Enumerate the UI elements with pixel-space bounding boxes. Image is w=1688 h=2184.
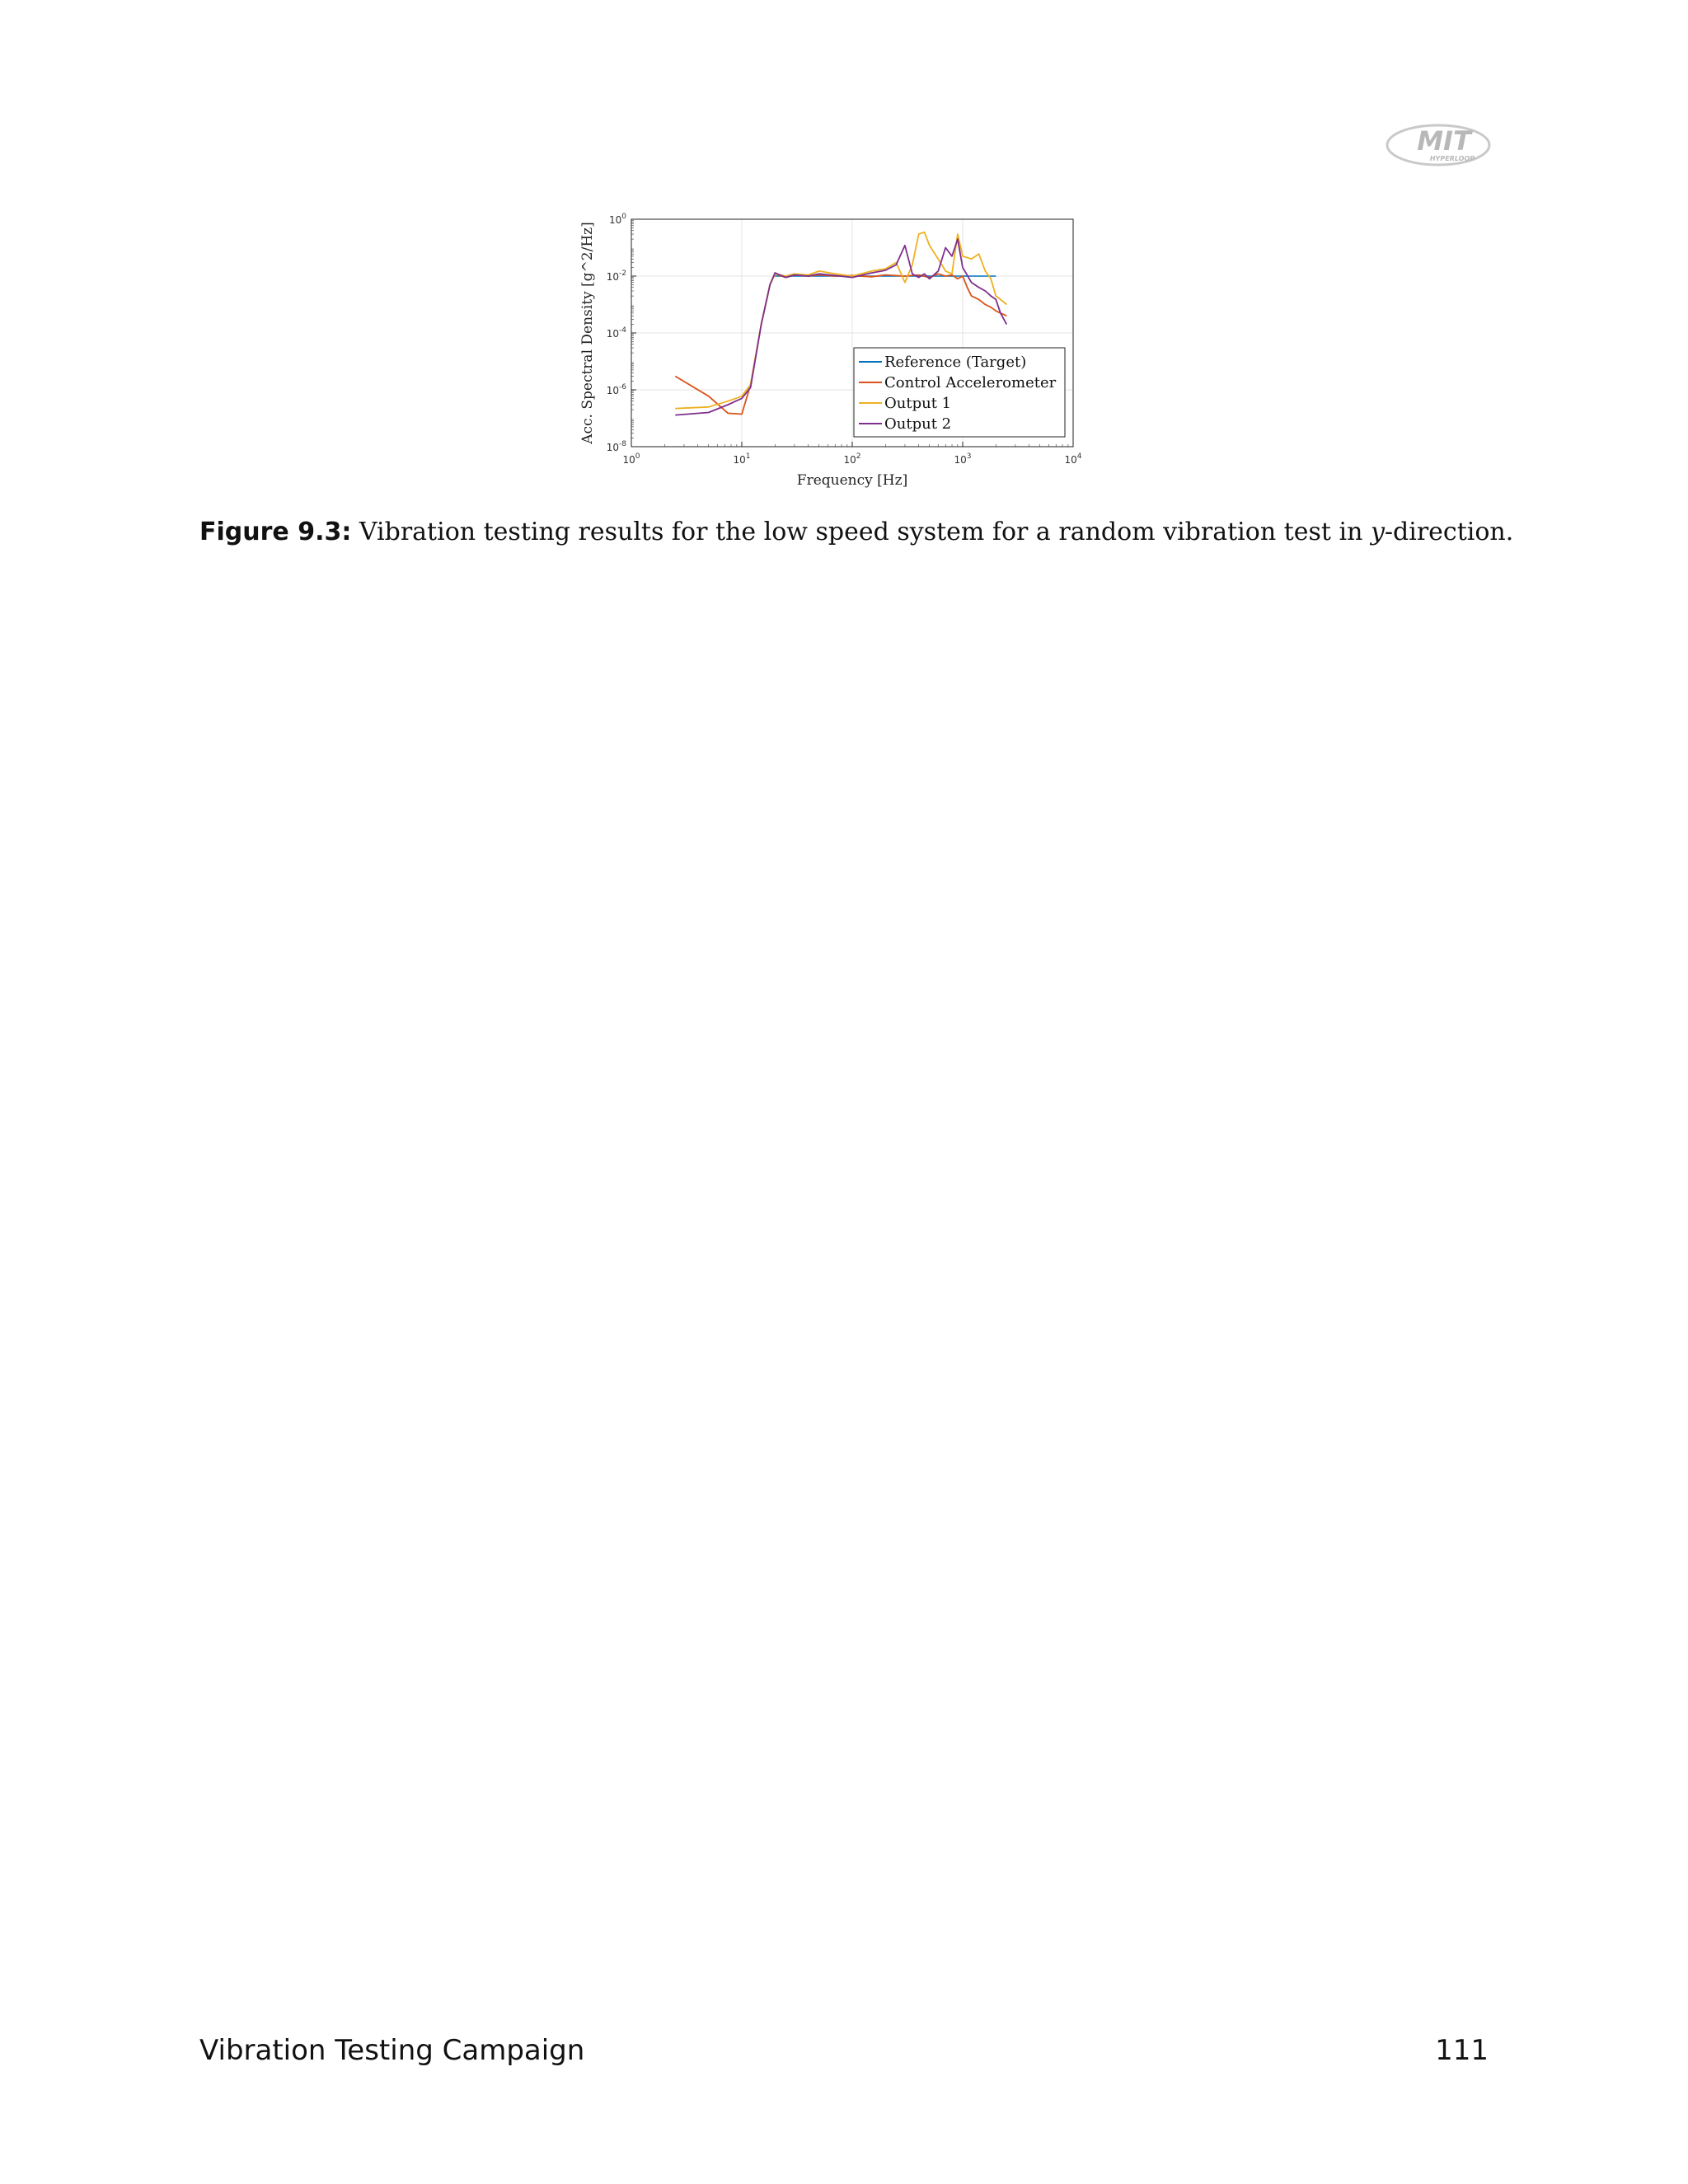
y-tick-layer [607, 213, 636, 453]
y-tick-label: $10^{-2}$ [606, 269, 626, 283]
legend-label: Output 2 [884, 415, 952, 433]
chart-legend [854, 348, 1065, 437]
footer-section-title: Vibration Testing Campaign [199, 2034, 585, 2067]
legend-label: Reference (Target) [884, 354, 1027, 371]
footer-page-number: 111 [1435, 2034, 1489, 2067]
y-tick-label: $10^{-4}$ [606, 326, 626, 340]
logo-text: MIT [1417, 125, 1471, 157]
y-tick-label: $10^0$ [608, 213, 626, 226]
logo-subtext: HYPERLOOP [1429, 155, 1475, 162]
caption-text-before: Vibration testing results for the low speed system for a random vibration test in [351, 518, 1371, 546]
x-tick-label: $10^1$ [733, 452, 751, 466]
y-axis-title: Acc. Spectral Density [g^2/Hz] [579, 222, 596, 444]
x-tick-label: $10^4$ [1064, 452, 1082, 466]
psd-chart [569, 206, 1096, 499]
x-tick-label: $10^2$ [843, 452, 861, 466]
caption-text-after: -direction. [1384, 518, 1514, 546]
x-tick-label: $10^0$ [622, 452, 640, 466]
x-axis-title: Frequency [Hz] [796, 472, 908, 489]
caption-variable: y [1370, 518, 1385, 546]
legend-label: Control Accelerometer [884, 374, 1057, 391]
legend-label: Output 1 [884, 395, 952, 412]
x-tick-layer [622, 442, 1081, 466]
x-tick-label: $10^3$ [954, 452, 972, 466]
y-tick-label: $10^{-8}$ [606, 440, 626, 453]
mit-hyperloop-logo [1385, 115, 1492, 173]
y-tick-label: $10^{-6}$ [606, 383, 626, 396]
caption-label: Figure 9.3: [199, 518, 352, 546]
figure-caption [199, 516, 1535, 549]
